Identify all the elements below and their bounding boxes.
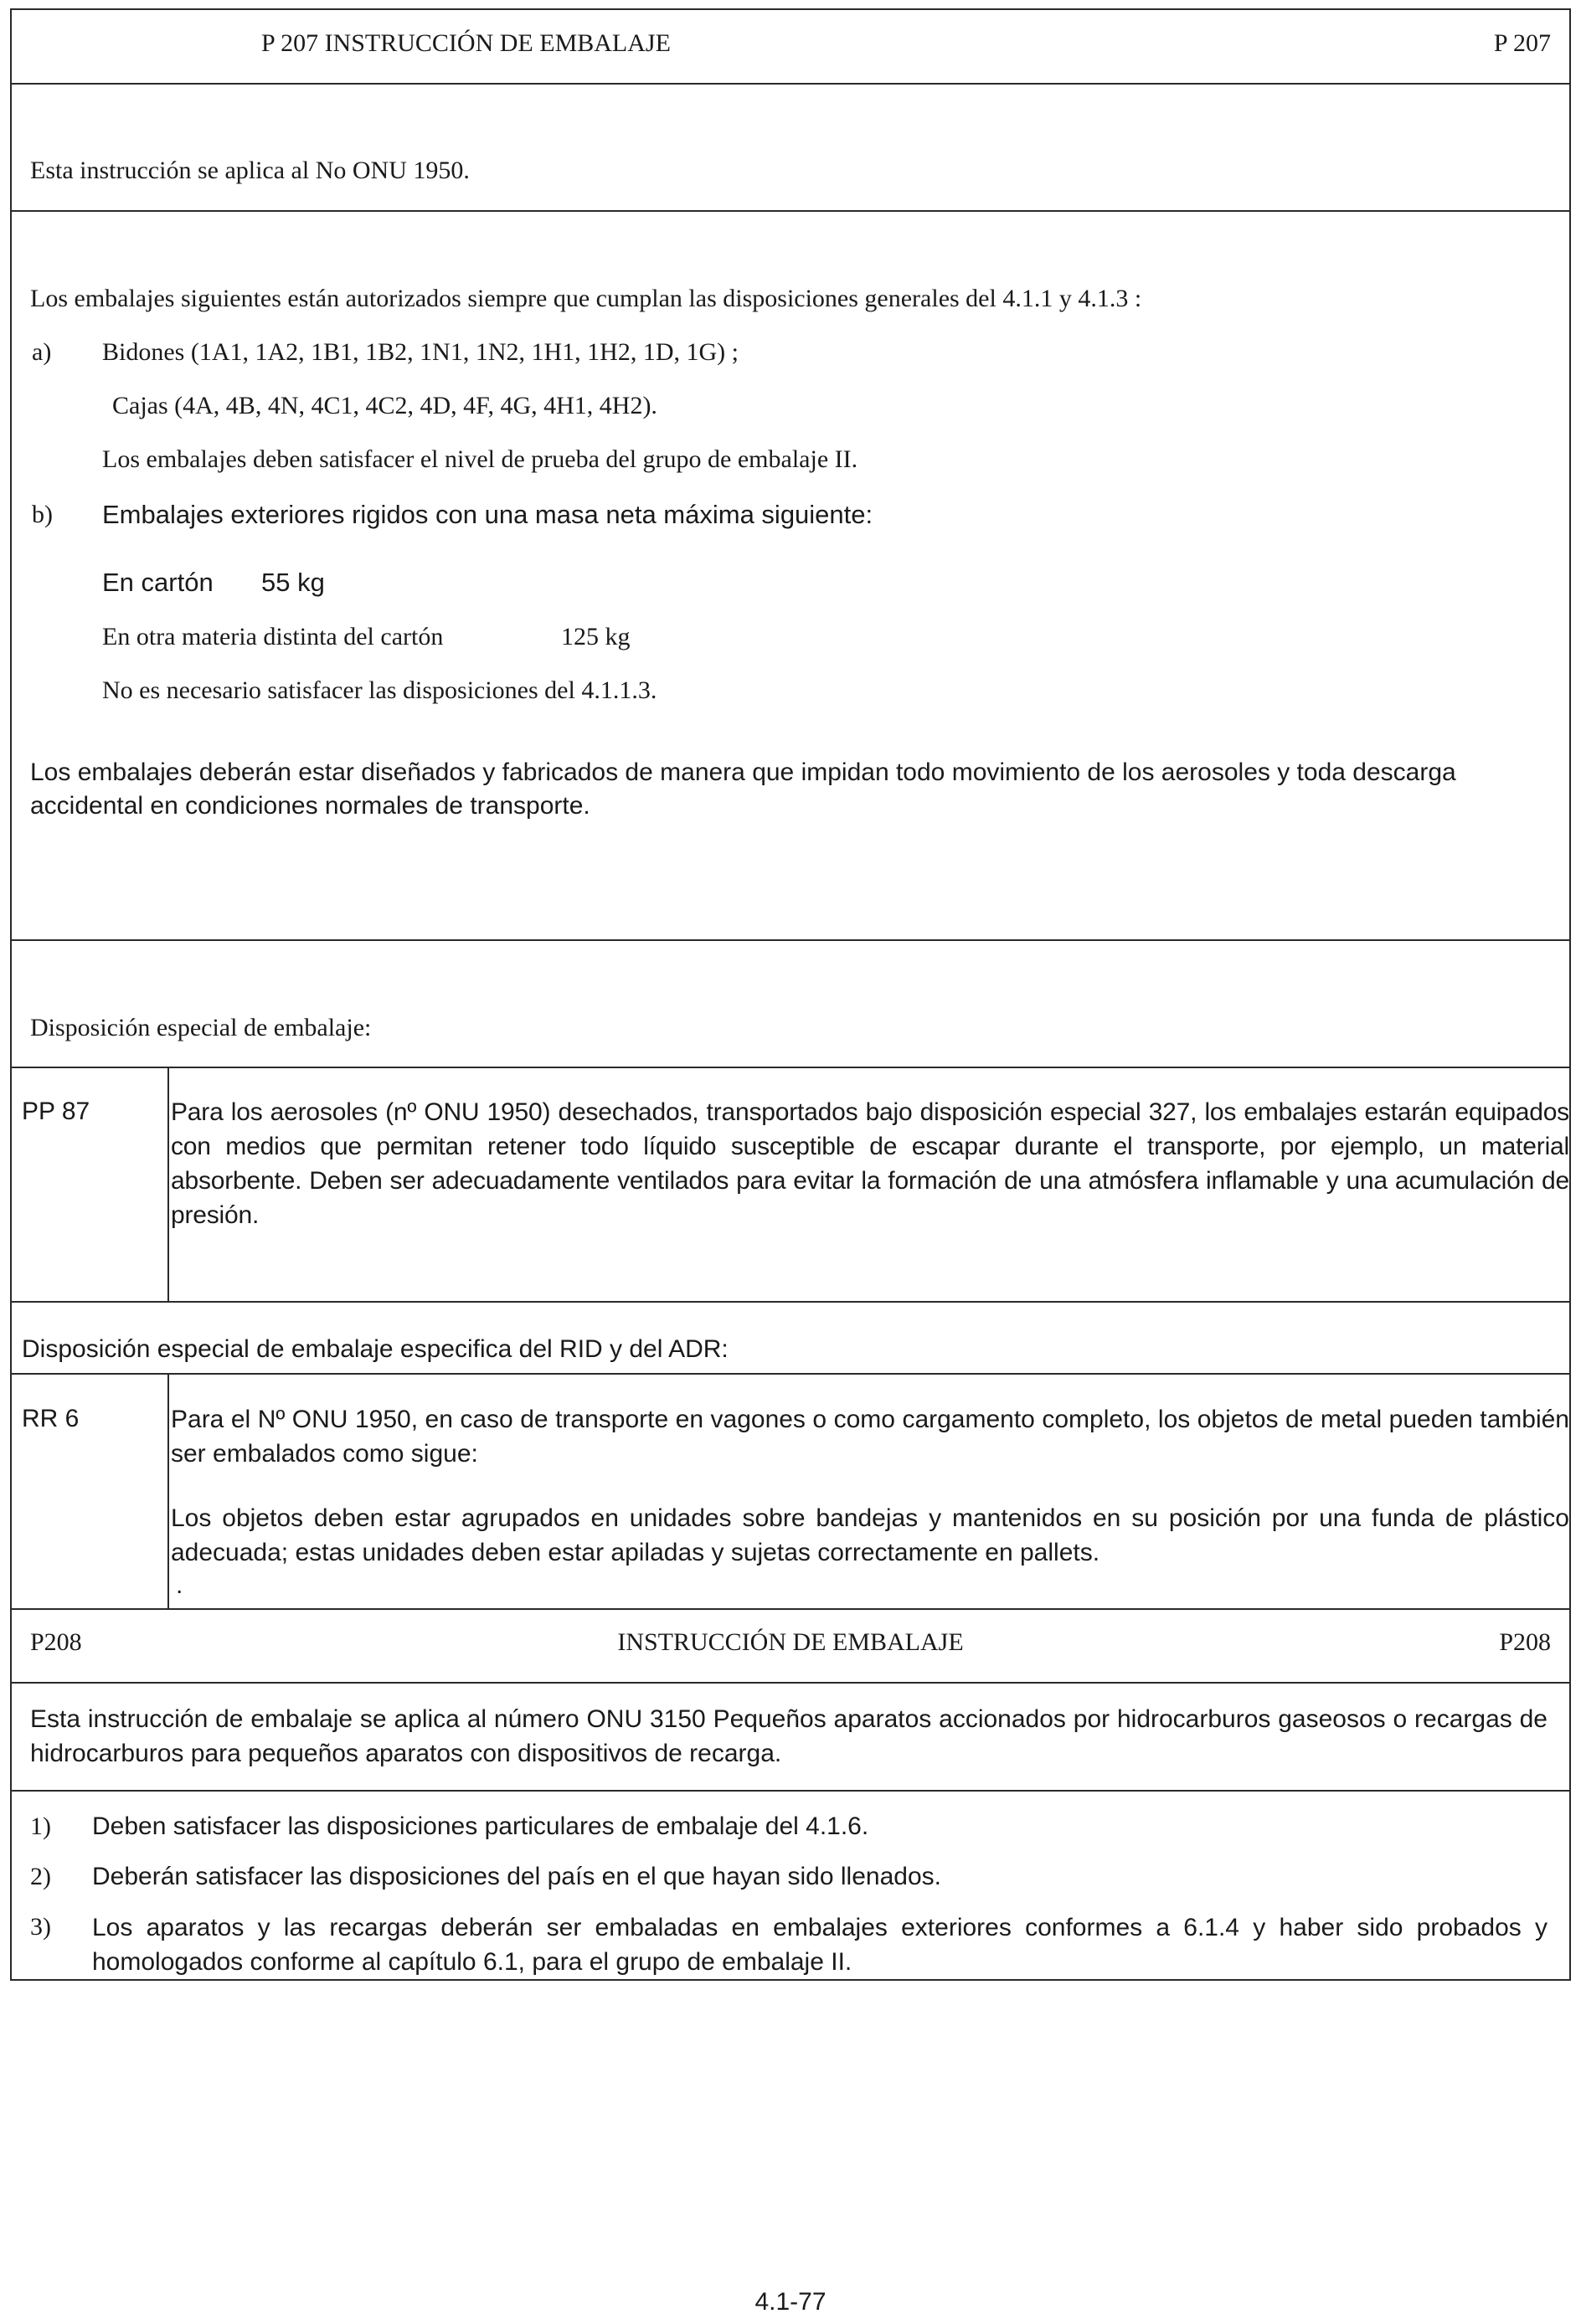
p208-item-2-text: Deberán satisfacer las disposiciones del país en el que hayan sido llenados. — [92, 1863, 941, 1890]
rule-below-p207-provisions — [12, 939, 1569, 941]
rule-below-rid-adr-heading — [12, 1373, 1569, 1375]
rr6-column-rule — [167, 1373, 169, 1608]
p207-intro: Los embalajes siguientes están autorizados siempre que cumplan las disposiciones generales del 4.1.1 y 4.1.3 : — [30, 285, 1142, 312]
p208-item-1-label: 1) — [30, 1812, 51, 1840]
rule-below-p207-scope — [12, 210, 1569, 212]
special-provision-heading: Disposición especial de embalaje: — [30, 1014, 372, 1041]
item-b-outer-packagings: Embalajes exteriores rigidos con una masa neta máxima siguiente: — [102, 500, 873, 529]
rule-below-p208-scope — [12, 1790, 1569, 1792]
packing-instruction-table — [10, 8, 1571, 1981]
item-a-drums: Bidones (1A1, 1A2, 1B1, 1B2, 1N1, 1N2, 1H1, 1H2, 1D, 1G) ; — [102, 338, 739, 366]
item-b-carton-label: En cartón — [102, 568, 214, 597]
item-a-test-level: Los embalajes deben satisfacer el nivel de prueba del grupo de embalaje II. — [102, 445, 858, 473]
p207-code-right: P 207 — [1493, 29, 1551, 57]
p207-title: P 207 INSTRUCCIÓN DE EMBALAJE — [261, 29, 671, 57]
p208-item-3-text: Los aparatos y las recargas deberán ser embaladas en embalajes exteriores conformes a 6.1.4 y haber sido probados y homologados conforme al capítulo 6.1, para el grupo de embalaje II. — [92, 1914, 1548, 1976]
p207-design-note: Los embalajes deberán estar diseñados y fabricados de manera que impidan todo movimiento de los aerosoles y toda descarga accidental en condiciones normales de transporte. — [30, 758, 1456, 820]
p208-item-2-label: 2) — [30, 1863, 51, 1890]
pp87-code: PP 87 — [22, 1098, 90, 1125]
p208-item-1-text: Deben satisfacer las disposiciones particulares de embalaje del 4.1.6. — [92, 1812, 869, 1840]
rr6-paragraph-1: Para el Nº ONU 1950, en caso de transporte en vagones o como cargamento completo, los objetos de metal pueden también ser embalados como sigue: — [171, 1406, 1569, 1468]
item-a-boxes: Cajas (4A, 4B, 4N, 4C1, 4C2, 4D, 4F, 4G, 4H1, 4H2). — [112, 392, 657, 419]
rule-below-p207-header — [12, 83, 1569, 85]
rule-below-special-heading — [12, 1067, 1569, 1068]
rr6-trailing-dot: . — [176, 1571, 183, 1599]
rr6-code: RR 6 — [22, 1405, 80, 1432]
item-b-carton-value: 55 kg — [261, 568, 325, 597]
rr6-paragraph-2: Los objetos deben estar agrupados en unidades sobre bandejas y mantenidos en su posición por una funda de plástico adecuada; estas unidades deben estar apiladas y sujetas correctamente en pallets. — [171, 1504, 1569, 1566]
p208-code-left: P208 — [30, 1628, 82, 1656]
item-b-note: No es necesario satisfacer las disposiciones del 4.1.1.3. — [102, 676, 657, 704]
pp87-text: Para los aerosoles (nº ONU 1950) desechados, transportados bajo disposición especial 327, los embalajes estarán equipados con medios que permitan retener todo líquido susceptible de escapar durante el transporte, por ejemplo, un material absorbente. Deben ser adecuadamente ventilados para evitar la formación de una atmósfera inflamable y una acumulación de presión. — [171, 1098, 1569, 1229]
p208-code-right: P208 — [1499, 1628, 1551, 1656]
rule-below-rr6 — [12, 1608, 1569, 1610]
rule-below-pp87 — [12, 1301, 1569, 1303]
rid-adr-heading: Disposición especial de embalaje especifica del RID y del ADR: — [22, 1335, 729, 1363]
page-number: 4.1-77 — [754, 2288, 827, 2316]
item-b-other-label: En otra materia distinta del cartón — [102, 623, 444, 650]
item-a-label: a) — [32, 338, 52, 366]
p207-scope: Esta instrucción se aplica al No ONU 1950. — [30, 157, 470, 184]
p208-title: INSTRUCCIÓN DE EMBALAJE — [617, 1628, 964, 1656]
rule-below-p208-header — [12, 1682, 1569, 1684]
p208-scope: Esta instrucción de embalaje se aplica al número ONU 3150 Pequeños aparatos accionados por hidrocarburos gaseosos o recargas de hidrocarburos para pequeños aparatos con dispositivos de recarga. — [30, 1705, 1548, 1767]
item-b-label: b) — [32, 501, 53, 528]
p208-item-3-label: 3) — [30, 1913, 51, 1941]
item-b-other-value: 125 kg — [561, 623, 631, 650]
pp87-column-rule — [167, 1067, 169, 1301]
